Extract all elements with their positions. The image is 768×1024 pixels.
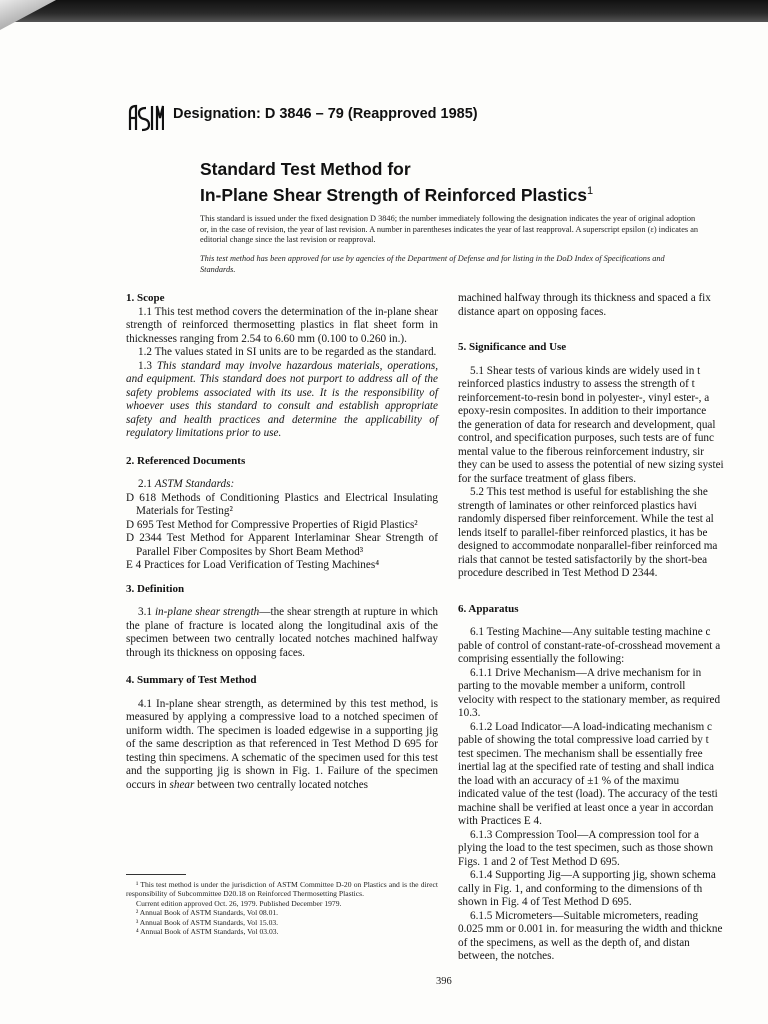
text-line: they can be used to assess the potential of new sizing systei [458,459,724,471]
significance-heading: 5. Significance and Use [458,341,567,353]
text-line: machine shall be verified at least once a year in accordan [458,801,714,814]
summary-4-1-text: 4.1 In-plane shear strength, as determined by this test method, is measured by applying a compressive load to a notched specimen of uniform width. The specimen is loaded edgewise in a supporting jig of the same description as that referenced in Test Method D 695 for testing thin specimens. A schematic of the specimen used for this test and the supporting jig is shown in Fig. 1. Failure of the specimen occurs in [126,697,438,791]
refdoc-item: D 695 Test Method for Compressive Properties of Rigid Plastics² [126,518,418,531]
text-line: 6.1.5 Micrometers—Suitable micrometers, reading [470,909,699,922]
text-line: 10.3. [458,707,481,719]
designation-line: Designation: D 3846 – 79 (Reapproved 1985) [173,106,478,122]
footnote-divider [126,874,186,875]
footnotes [126,880,438,936]
right-column [458,292,768,964]
text-line: shown in Fig. 4 of Test Method D 695. [458,896,632,908]
text-line: 5.1 Shear tests of various kinds are widely used in t [470,364,701,377]
text-line: cally in Fig. 1, and conforming to the dimensions of th [458,882,703,895]
text-line: Figs. 1 and 2 of Test Method D 695. [458,855,620,868]
text-line: reinforced plastics industry to assess the strength of t [458,378,695,390]
text-line: pable of control of constant-rate-of-crosshead movement a [458,639,721,652]
definition-text: —the shear strength at rupture in which the plane of fracture is located along the longitudinal axis of the specimen between two centrally located notches machined halfway through its thickness on opposing faces. [126,606,438,659]
text-line: of the specimens, as well as the depth of, and distan [458,936,690,949]
text-line: comprising essentially the following: [458,653,625,665]
footnote-1b: Current edition approved Oct. 26, 1979. Published December 1979. [136,898,342,908]
text-line: with Practices E 4. [458,815,542,827]
text-line: 6.1.2 Load Indicator—A load-indicating mechanism c [470,720,713,733]
dod-approval-note: This test method has been approved for use by agencies of the Department of Defense and for listing in the DoD Index of Specifications and Standards. [200,254,665,274]
title-line-1: Standard Test Method for [200,159,411,179]
text-line: procedure described in Test Method D 2344. [458,567,658,579]
summary-heading: 4. Summary of Test Method [126,674,257,686]
text-line: 5.2 This test method is useful for establishing the she [470,486,708,498]
text-line: between, the notches. [458,950,555,962]
text-line: for the surface treatment of glass fibers. [458,472,636,485]
footnote-1: ¹ This test method is under the jurisdiction of ASTM Committee D-20 on Plastics and is the direct responsibility of Subcommittee D20.18 on Reinforced Thermosetting Plastics. [126,880,438,899]
refdocs-2-1-text: ASTM Standards: [154,478,235,490]
text-line: reinforcement-to-resin bond in polyester-, vinyl ester-, a [458,391,710,404]
refdocs-2-1-number: 2.1 [138,478,152,490]
summary-4-1-emphasis: shear [169,778,195,791]
issuance-note: This standard is issued under the fixed designation D 3846; the number immediately following the designation indicates the year of original adoption or, in the case of revision, the year of last revision. A number in parentheses indicates the year of last reapproval. A superscript epsilon (ε) indicates an editorial change since the last revision or reapproval. [200,214,699,244]
text-line: 6.1 Testing Machine—Any suitable testing machine c [470,626,711,638]
refdoc-item: D 618 Methods of Conditioning Plastics and Electrical Insulating Materials for Testing² [126,491,438,517]
text-line: the load with an accuracy of ±1 % of the maximu [458,774,680,787]
text-line: randomly dispersed fiber reinforcement. While the test al [458,513,714,525]
document-title [200,158,720,206]
text-line: 6.1.1 Drive Mechanism—A drive mechanism for in [470,666,702,679]
definition-heading: 3. Definition [126,582,185,595]
text-line: velocity with respect to the stationary member, as required [458,693,721,706]
definition-3-1-number: 3.1 [138,606,152,618]
text-line: 0.025 mm or 0.001 in. for measuring the width and thickne [458,923,723,935]
definition-term: in-plane shear strength [154,606,260,618]
text-line: test specimen. The mechanism shall be essentially free [458,747,703,760]
scope-heading: 1. Scope [126,292,165,304]
text-line: mental value to the fiberous reinforcement industry, sir [458,445,704,458]
refdocs-heading: 2. Referenced Documents [126,454,246,467]
text-line: machined halfway through its thickness and spaced a fix [458,292,711,304]
title-footnote-mark: 1 [587,185,594,197]
footnote-3: ³ Annual Book of ASTM Standards, Vol 15.03. [136,917,279,927]
text-line: epoxy-resin composites. In addition to their importance [458,405,707,417]
left-column [126,292,438,792]
refdoc-item: E 4 Practices for Load Verification of Testing Machines⁴ [126,559,380,571]
refdocs-2-1 [126,478,438,492]
text-line: 6.1.3 Compression Tool—A compression tool for a [470,828,699,841]
apparatus-heading: 6. Apparatus [458,602,519,615]
definition-3-1 [126,606,438,660]
scope-1-3 [126,360,438,441]
text-line: 6.1.4 Supporting Jig—A supporting jig, shown schema [470,869,716,881]
text-line: inertial lag at the specified rate of testing and shall indica [458,761,714,773]
text-line: plying the load to the test specimen, such as those shown [458,842,714,854]
text-line: pable of showing the total compressive load carried by t [458,734,709,746]
text-line: control, and specification purposes, such tests are of func [458,432,714,444]
text-line: parting to the movable member a uniform, controll [458,680,686,692]
refdoc-item: D 2344 Test Method for Apparent Interlaminar Shear Strength of Parallel Fiber Composites by Short Beam Method³ [126,532,438,558]
scan-top-border [0,0,768,22]
text-line: indicated value of the test (load). The accuracy of the testi [458,788,718,800]
summary-4-1-end: between two centrally located notches [197,778,369,791]
text-line: rials that cannot be tested satisfactorily by the short-bea [458,553,708,566]
text-line: the generation of data for research and development, qual [458,418,716,431]
text-line: lends itself to parallel-fiber reinforced plastics, it has be [458,526,708,539]
text-line: designed to accommodate nonparallel-fiber reinforced ma [458,540,718,552]
text-line: distance apart on opposing faces. [458,305,607,318]
footnote-2: ² Annual Book of ASTM Standards, Vol 08.01. [136,908,279,918]
text-line: strength of laminates or other reinforced plastics havi [458,499,697,512]
astm-logo-icon [124,100,164,136]
title-line-2-text: In-Plane Shear Strength of Reinforced Plastics [200,184,588,205]
title-line-2 [200,180,720,206]
scope-1-2: 1.2 The values stated in SI units are to be regarded as the standard. [138,346,437,358]
scope-1-3-number: 1.3 [138,359,152,372]
summary-4-1 [126,698,438,793]
page-number: 396 [436,976,452,987]
scope-1-3-text: This standard may involve hazardous materials, operations, and equipment. This standard does not purport to address all of the safety problems associated with its use. It is the responsibility of whoever uses this standard to consult and establish appropriate safety and health practices and determine the applicability of regulatory limitations prior to use. [126,359,439,439]
footnote-4: ⁴ Annual Book of ASTM Standards, Vol 03.03. [136,927,279,937]
scope-1-1: 1.1 This test method covers the determination of the in-plane shear strength of reinforced thermosetting plastics in flat sheet form in thicknesses ranging from 2.54 to 6.60 mm (0.100 to 0.260 in.). [126,305,438,345]
